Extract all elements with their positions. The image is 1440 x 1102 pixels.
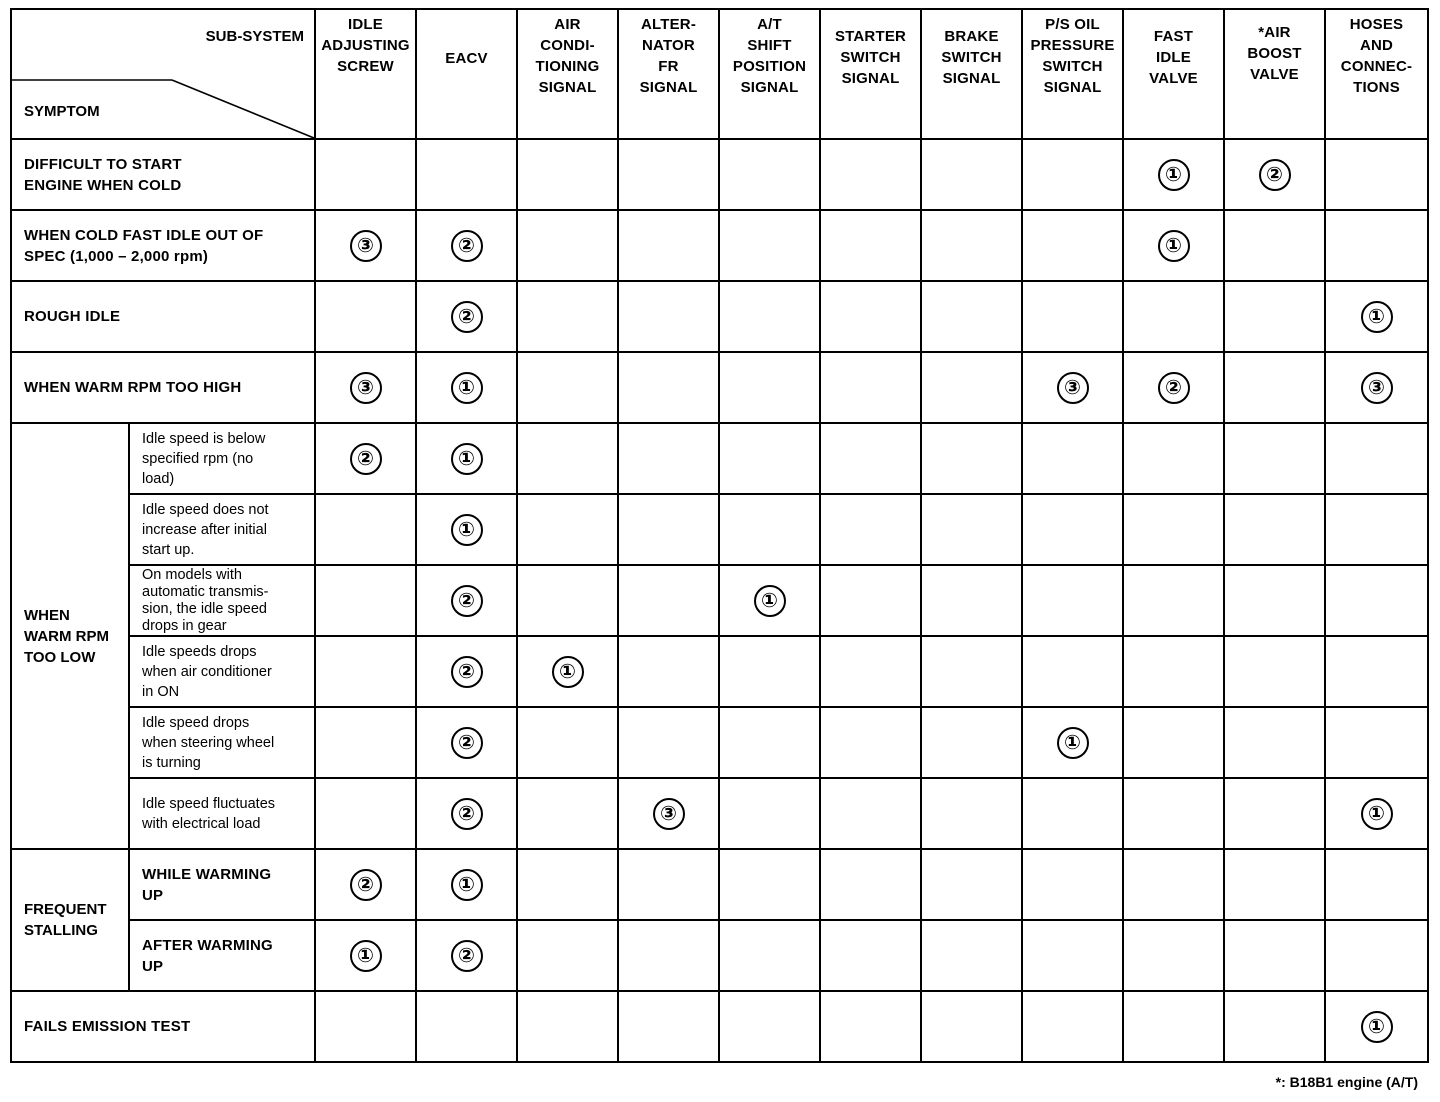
priority-mark: ① [1361,301,1393,333]
subsystem-label: SUB-SYSTEM [205,28,304,45]
priority-mark: ② [451,301,483,333]
priority-mark: ② [1259,159,1291,191]
priority-mark: ① [451,869,483,901]
sub-symptom-cell: AFTER WARMING UP [129,920,315,991]
sub-symptom-cell: Idle speed does not increase after initial start up. [129,494,315,565]
symptom-cell: FAILS EMISSION TEST [11,991,315,1062]
column-header: ALTER- NATOR FR SIGNAL [618,9,719,139]
sub-symptom-cell: Idle speed fluctuates with electrical load [129,778,315,849]
diagonal-line [172,80,314,138]
column-header: EACV [416,9,517,139]
priority-mark: ② [451,656,483,688]
group-warm-rpm-too-low: WHEN WARM RPM TOO LOW [11,423,129,849]
column-header: FAST IDLE VALVE [1123,9,1224,139]
column-header: STARTER SWITCH SIGNAL [820,9,921,139]
sub-symptom-cell: Idle speed drops when steering wheel is turning [129,707,315,778]
priority-mark: ② [350,443,382,475]
priority-mark: ② [1158,372,1190,404]
priority-mark: ③ [350,372,382,404]
priority-mark: ② [451,798,483,830]
column-header: P/S OIL PRESSURE SWITCH SIGNAL [1022,9,1123,139]
priority-mark: ② [451,727,483,759]
priority-mark: ① [1361,1011,1393,1043]
priority-mark: ① [1158,230,1190,262]
column-header: IDLE ADJUSTING SCREW [315,9,416,139]
symptom-cell: WHEN WARM RPM TOO HIGH [11,352,315,423]
priority-mark: ① [1361,798,1393,830]
priority-mark: ① [552,656,584,688]
priority-mark: ② [451,230,483,262]
priority-mark: ② [451,940,483,972]
column-header: HOSES AND CONNEC- TIONS [1325,9,1428,139]
column-header: AIR CONDI- TIONING SIGNAL [517,9,618,139]
column-header: *AIR BOOST VALVE [1224,9,1325,139]
priority-mark: ③ [1057,372,1089,404]
symptom-cell: WHEN COLD FAST IDLE OUT OF SPEC (1,000 – 2,000 rpm) [11,210,315,281]
priority-mark: ② [350,869,382,901]
priority-mark: ① [1158,159,1190,191]
column-header: A/T SHIFT POSITION SIGNAL [719,9,820,139]
symptom-label: SYMPTOM [24,103,100,120]
priority-mark: ③ [653,798,685,830]
column-header: BRAKE SWITCH SIGNAL [921,9,1022,139]
symptom-cell: ROUGH IDLE [11,281,315,352]
symptom-cell: DIFFICULT TO START ENGINE WHEN COLD [11,139,315,210]
priority-mark: ① [754,585,786,617]
priority-mark: ③ [350,230,382,262]
sub-symptom-cell: WHILE WARMING UP [129,849,315,920]
footnote: *: B18B1 engine (A/T) [1275,1074,1418,1090]
group-frequent-stalling: FREQUENT STALLING [11,849,129,991]
priority-mark: ① [1057,727,1089,759]
sub-symptom-cell: On models with automatic transmis- sion, the idle speed drops in gear [129,565,315,636]
priority-mark: ② [451,585,483,617]
sub-symptom-cell: Idle speeds drops when air conditioner in ON [129,636,315,707]
header-diagonal [10,8,1426,1061]
sub-symptom-cell: Idle speed is below specified rpm (no load) [129,423,315,494]
priority-mark: ① [451,372,483,404]
priority-mark: ① [350,940,382,972]
priority-mark: ③ [1361,372,1393,404]
priority-mark: ① [451,514,483,546]
priority-mark: ① [451,443,483,475]
